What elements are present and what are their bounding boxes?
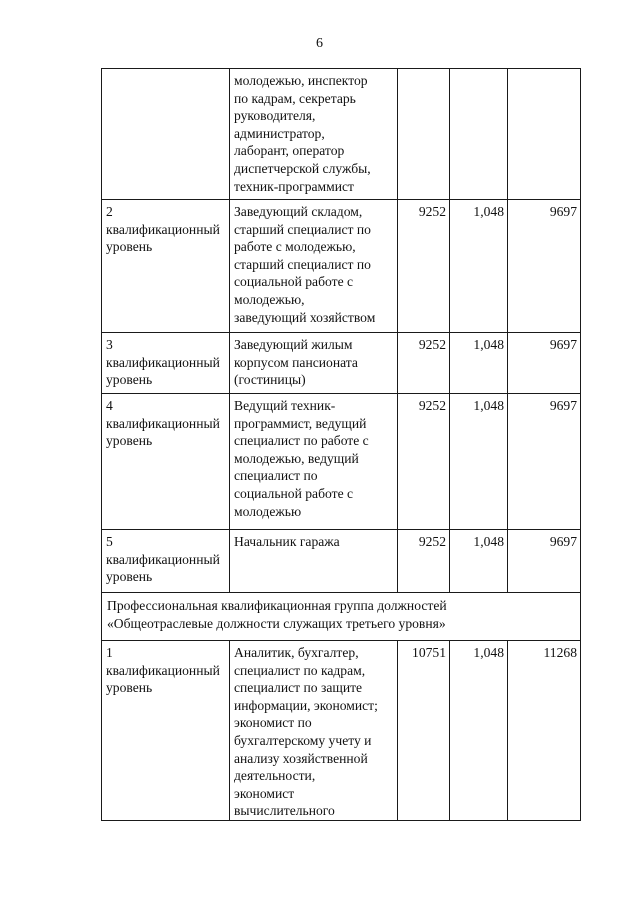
base-salary-cell: 10751 <box>398 641 450 821</box>
qualification-level-cell: 5 квалификационный уровень <box>102 530 230 593</box>
page-number: 6 <box>316 36 323 51</box>
positions-cell: Начальник гаража <box>230 530 398 593</box>
base-salary-cell: 9252 <box>398 200 450 333</box>
qualification-level-cell: 1 квалификационный уровень <box>102 641 230 821</box>
salary-table <box>101 68 581 821</box>
coefficient-cell: 1,048 <box>450 641 508 821</box>
base-salary-cell: 9252 <box>398 530 450 593</box>
total-salary-cell: 9697 <box>508 200 581 333</box>
qualification-level-cell: 3 квалификационный уровень <box>102 333 230 394</box>
coefficient-cell: 1,048 <box>450 394 508 530</box>
total-salary-cell: 11268 <box>508 641 581 821</box>
coefficient-cell: 1,048 <box>450 333 508 394</box>
qualification-level-cell <box>102 69 230 200</box>
base-salary-cell: 9252 <box>398 394 450 530</box>
total-salary-cell: 9697 <box>508 333 581 394</box>
positions-cell: Ведущий техник- программист, ведущий специалист по работе с молодежью, ведущий специалист по социальной работе с молодежью <box>230 394 398 530</box>
positions-cell: Заведующий жилым корпусом пансионата (гостиницы) <box>230 333 398 394</box>
table-row <box>102 641 581 821</box>
base-salary-cell <box>398 69 450 200</box>
group-header-row <box>102 593 581 641</box>
table-row <box>102 394 581 530</box>
positions-cell: молодежью, инспектор по кадрам, секретарь руководителя, администратор, лаборант, оператор диспетчерской службы, техник-программист <box>230 69 398 200</box>
total-salary-cell: 9697 <box>508 394 581 530</box>
table-row <box>102 200 581 333</box>
group-header-cell: Профессиональная квалификационная группа должностей «Общеотраслевые должности служащих третьего уровня» <box>102 593 581 641</box>
qualification-level-cell: 4 квалификационный уровень <box>102 394 230 530</box>
base-salary-cell: 9252 <box>398 333 450 394</box>
coefficient-cell: 1,048 <box>450 200 508 333</box>
table-row <box>102 530 581 593</box>
total-salary-cell <box>508 69 581 200</box>
table-row <box>102 69 581 200</box>
coefficient-cell: 1,048 <box>450 530 508 593</box>
qualification-level-cell: 2 квалификационный уровень <box>102 200 230 333</box>
coefficient-cell <box>450 69 508 200</box>
table-row <box>102 333 581 394</box>
positions-cell: Заведующий складом, старший специалист по работе с молодежью, старший специалист по социальной работе с молодежью, заведующий хозяйством <box>230 200 398 333</box>
total-salary-cell: 9697 <box>508 530 581 593</box>
positions-cell: Аналитик, бухгалтер, специалист по кадрам, специалист по защите информации, экономист; экономист по бухгалтерскому учету и анализу хозяйственной деятельности, экономист вычислительного <box>230 641 398 821</box>
